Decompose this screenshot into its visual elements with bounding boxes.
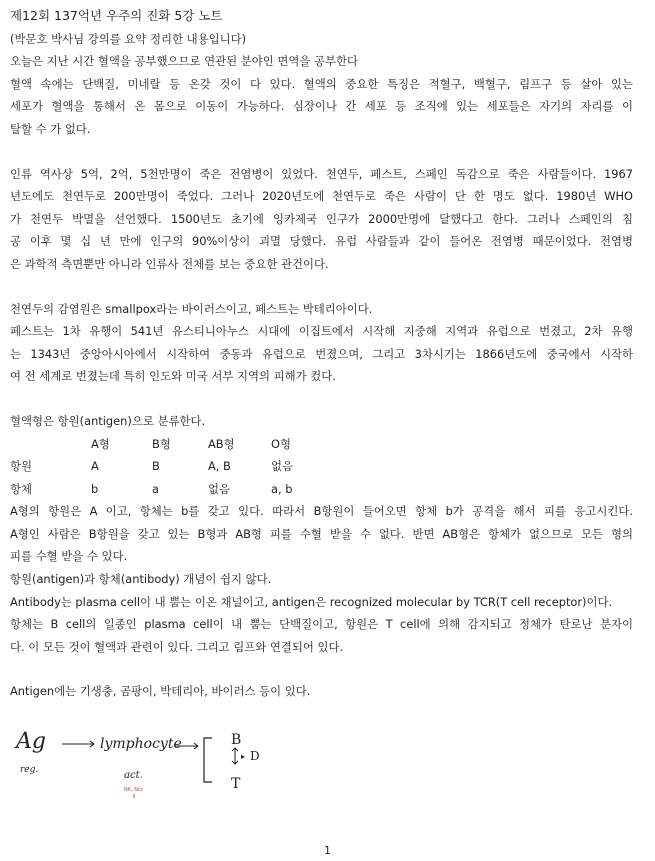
blood-cell: A, B	[208, 459, 231, 474]
text-line: 여 전 세계로 번졌는데 특히 인도와 미국 서부 지역의 피해가 컸다.	[10, 369, 336, 384]
sketch-b-label: B	[231, 732, 242, 748]
sketch-lymphocyte-label: lymphocyte	[100, 736, 182, 752]
document-title: 제12회 137억년 우주의 진화 5강 노트	[10, 8, 223, 23]
text-line: Antigen에는 기생충, 곰팡이, 박테리아, 바이러스 등이 있다.	[10, 684, 311, 699]
blood-cell: A형	[91, 436, 110, 451]
blood-cell: AB형	[208, 436, 235, 451]
blood-cell: 항원	[10, 459, 33, 474]
text-line: 항체는 B cell의 일종인 plasma cell이 내 뿜는 단백질이고, 항원은 T cell에 의해 감지되고 정체가 탄로난 분자이	[10, 617, 633, 632]
page-number: 1	[324, 844, 331, 857]
text-line: 다. 이 모든 것이 혈액과 관련이 있다. 그리고 림프와 연결되어 있다.	[10, 639, 344, 654]
text-line: 탈할 수 가 없다.	[10, 121, 91, 136]
blood-cell: a	[152, 481, 159, 496]
blood-cell: B형	[152, 436, 171, 451]
blood-type-intro: 혈액형은 항원(antigen)으로 분류한다.	[10, 413, 206, 428]
sketch-nk-note: NK, Ncc	[124, 787, 144, 793]
text-line: 항원(antigen)과 항체(antibody) 개념이 쉽지 않다.	[10, 572, 272, 587]
blood-cell: 항체	[10, 481, 33, 496]
text-line: 오늘은 지난 시간 혈액을 공부했으므로 연관된 분야인 면역을 공부한다	[10, 54, 359, 69]
svg-text:▸: ▸	[241, 752, 246, 761]
sketch-reg-label: reg.	[20, 765, 39, 775]
blood-cell: a, b	[271, 481, 293, 496]
blood-type-header-row	[10, 433, 633, 456]
blood-cell: 없음	[271, 459, 294, 474]
text-line: 공 이후 몇 십 년 만에 인구의 90%이상이 괴멸 당했다. 유럽 사람들과 같이 들어온 전염병 때문이었다. 전염병	[10, 234, 633, 249]
text-line: 는 1343년 중앙아시아에서 시작하여 중동과 유럽으로 번졌으며, 그리고 3차시기는 1866년도에 중국에서 시작하	[10, 346, 633, 361]
text-line: Antibody는 plasma cell이 내 뿜는 이온 채널이고, antigen은 recognized molecular by TCR(T cell receptor)이다.	[10, 594, 613, 609]
blood-cell: B	[152, 459, 160, 474]
blood-cell: b	[91, 481, 99, 496]
text-line: 년도에도 천연두로 200만명이 죽었다. 그러나 2020년도에 천연두로 죽은 사람이 단 한 명도 없다. 1980년 WHO	[10, 189, 633, 204]
text-line: 은 과학적 측면뿐만 아니라 인류사 전체를 보는 중요한 관건이다.	[10, 256, 329, 271]
subtitle-note: (박문호 박사님 강의를 요약 정리한 내용입니다)	[10, 31, 247, 46]
blood-cell: 없음	[208, 481, 231, 496]
text-line: 인류 역사상 5억, 2억, 5천만명이 죽은 전염병이 있었다. 천연두, 페스트, 스페인 독감으로 죽은 사람들이다. 1967	[10, 166, 633, 181]
blood-cell	[10, 433, 91, 456]
text-line: 페스트는 1차 유행이 541년 유스티니아누스 시대에 이집트에서 시작해 지중해 지역과 유럽으로 번졌고, 2차 유행	[10, 324, 633, 339]
blood-type-antibody-row	[10, 478, 633, 501]
blood-type-antigen-row	[10, 455, 633, 478]
text-line: 천연두의 감염원은 smallpox라는 바이러스이고, 페스트는 박테리아이다.	[10, 301, 373, 316]
blood-cell: O형	[271, 436, 291, 451]
text-line: A형의 항원은 A 이고, 항체는 b를 갖고 있다. 따라서 B항원이 들어오면 항체 b가 공격을 해서 피를 응고시킨다.	[10, 504, 633, 519]
sketch-d-label: D	[250, 749, 260, 763]
sketch-t-label: T	[231, 776, 241, 792]
text-line: 피를 수혈 받을 수 있다.	[10, 549, 128, 564]
sketch-ag-label: Ag	[16, 729, 46, 754]
text-line: 혈액 속에는 단백질, 미네랄 등 온갖 것이 다 있다. 혈액의 중요한 특징은 적혈구, 백혈구, 림프구 등 살아 있는	[10, 76, 633, 91]
handwritten-sketch	[14, 722, 274, 802]
blood-cell: A	[91, 459, 99, 474]
text-line: A형인 사람은 B항원을 갖고 있는 B형과 AB형 피를 수혈 받을 수 없다. 반면 AB형은 항체가 없으므로 모든 형의	[10, 526, 633, 541]
document-page	[10, 5, 633, 703]
text-line: 가 천연두 박멸을 선언했다. 1500년도 초기에 잉카제국 인구가 2000만명에 달했다고 한다. 그러나 스페인의 침	[10, 211, 633, 226]
bracket-icon	[204, 738, 212, 782]
sketch-act-label: act.	[124, 770, 143, 781]
text-line: 세포가 혈액을 통해서 온 몸으로 이동이 가능하다. 심장이나 간 세포 등 조직에 있는 세포들은 자기의 자리를 이	[10, 99, 633, 114]
